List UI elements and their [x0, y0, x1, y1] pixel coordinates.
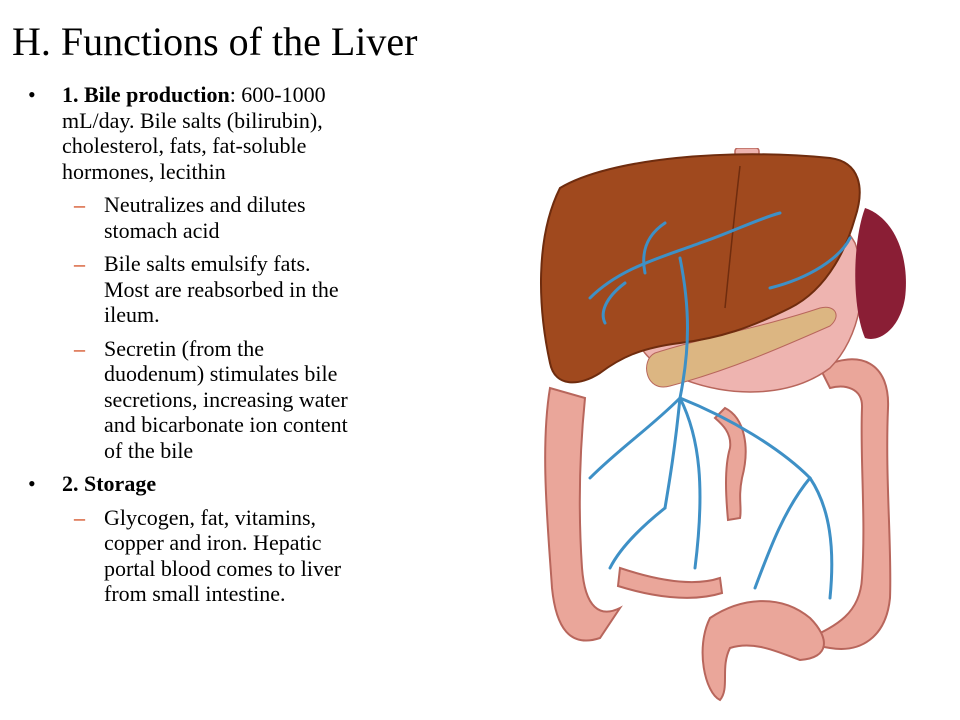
- spleen: [855, 208, 906, 339]
- liver-anatomy-illustration: [530, 148, 930, 708]
- duodenum: [715, 408, 746, 520]
- bullet-text: : 600-1000 mL/day. Bile salts (bilirubin), cholesterol, fats, fat-soluble hormones, lecithin: [62, 82, 326, 184]
- slide-title: H. Functions of the Liver: [12, 19, 418, 64]
- sub-bullet-marker: –: [74, 251, 85, 276]
- sub-bullet-marker: –: [74, 192, 85, 217]
- bullet-heading: 1. Bile production: [62, 82, 230, 107]
- bullet-marker: •: [28, 82, 36, 107]
- sub-bullet-text: Bile salts emulsify fats. Most are reabsorbed in the ileum.: [104, 251, 339, 327]
- sub-bullet-item: [28, 336, 350, 464]
- bullet-list: [28, 82, 350, 615]
- bullet-item-storage: [28, 471, 350, 497]
- colon: [545, 388, 620, 641]
- bullet-item-bile-production: [28, 82, 350, 184]
- sub-bullet-text: Glycogen, fat, vitamins, copper and iron. Hepatic portal blood comes to liver from small intestine.: [104, 504, 342, 606]
- sub-bullet-text: Neutralizes and dilutes stomach acid: [104, 192, 306, 243]
- sub-bullet-item: [28, 251, 350, 328]
- colon-transverse-right: [800, 359, 890, 649]
- bullet-marker: •: [28, 471, 36, 496]
- bullet-heading: 2. Storage: [62, 471, 157, 496]
- sigmoid-colon: [703, 601, 824, 700]
- sub-bullet-marker: –: [74, 504, 85, 530]
- sub-bullet-text: Secretin (from the duodenum) stimulates bile secretions, increasing water and bicarbonate ion content of the bile: [104, 335, 348, 463]
- sub-bullet-item: [28, 505, 350, 607]
- sub-bullet-marker: –: [74, 335, 85, 361]
- small-intestine-loop: [618, 568, 722, 598]
- sub-bullet-item: [28, 192, 350, 243]
